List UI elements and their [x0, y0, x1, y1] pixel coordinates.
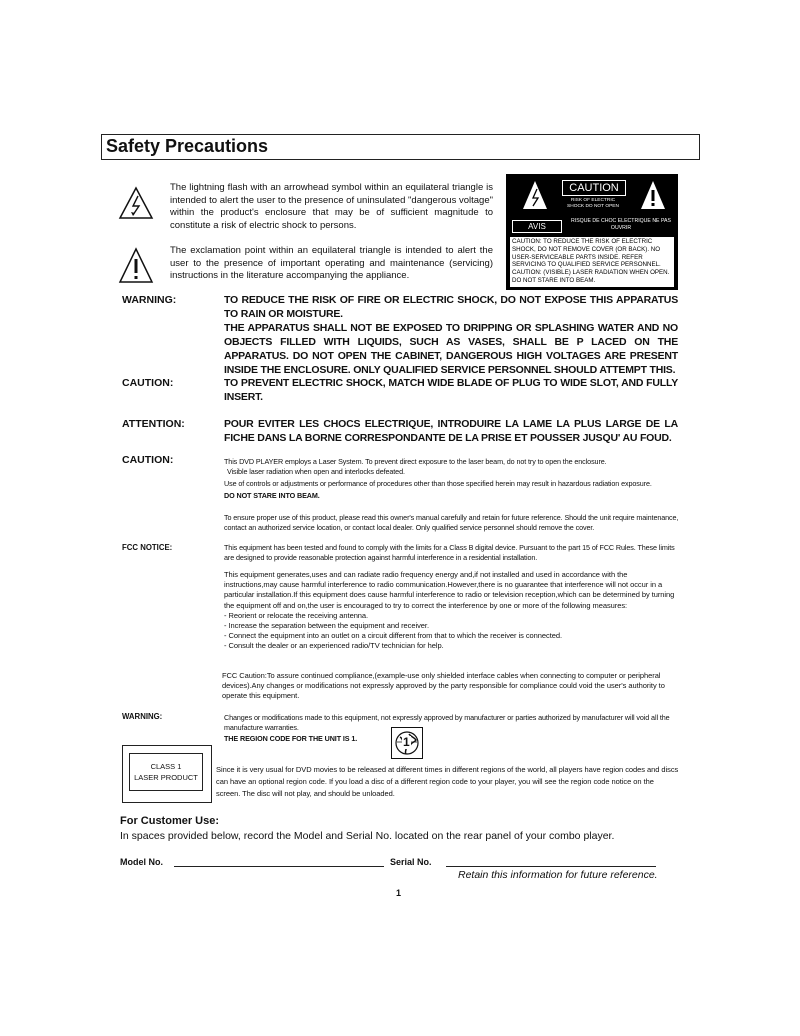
class-1-line-2: LASER PRODUCT	[134, 773, 198, 782]
warning-2-text: Changes or modifications made to this equipment, not expressly approved by manufacturer or parties authorized by manufacturer will void all the manufacture warranties.	[224, 713, 670, 732]
caution-exclamation-icon	[640, 180, 666, 210]
laser-caution	[224, 457, 684, 501]
caution-label-1: CAUTION:	[122, 377, 174, 389]
caution-header: CAUTION	[562, 180, 626, 196]
fcc-measure: - Consult the dealer or an experienced radio/TV technician for help.	[224, 641, 444, 651]
region-explanation: Since it is very usual for DVD movies to be released at different times in different regions of the world, all players have region codes and discs can have an optional region code. If you load a disc of a different region code to your player, you will see the region code notice on the screen. The disc will not play, and should be unloaded.	[216, 765, 679, 798]
fcc-label: FCC NOTICE:	[122, 543, 173, 552]
laser-line-4: DO NOT STARE INTO BEAM.	[224, 491, 320, 500]
class-1-line-1: CLASS 1	[150, 762, 182, 771]
page-title: Safety Precautions	[106, 136, 269, 156]
model-no-label: Model No.	[120, 857, 163, 867]
customer-use-text: In spaces provided below, record the Model and Serial No. located on the rear panel of your combo player.	[120, 830, 615, 842]
fcc-measure: - Increase the separation between the equipment and receiver.	[224, 621, 429, 631]
region-globe-icon	[391, 727, 423, 759]
warning-text-2: THE APPARATUS SHALL NOT BE EXPOSED TO DRIPPING OR SPLASHING WATER AND NO OBJECTS FILLED WITH LIQUIDS, SUCH AS VASES, SHALL BE P LACED ON THE APPARATUS. DO NOT OPEN THE CABINET, DANGEROUS HIGH VOLTAGES ARE PRESENT INSIDE THE ENCLOSURE. ONLY QUALIFIED SERVICE PERSONNEL SHOULD ATTEMPT THIS.	[224, 322, 678, 376]
exclamation-description: The exclamation point within an equilateral triangle is intended to alert the user to the presence of important operating and maintenance (servicing) instructions in the literature accompanying the appliance.	[170, 245, 493, 281]
proper-use-text: To ensure proper use of this product, please read this owner's manual carefully and retain for future reference. Should the unit require maintenance, contact an authorized service location, or contact local dealer. Only qualified service personnel should remove the cover.	[224, 513, 679, 532]
caution-label	[506, 174, 678, 290]
caution-sub: RISK OF ELECTRIC SHOCK DO NOT OPEN	[567, 198, 619, 209]
laser-line-3: Use of controls or adjustments or performance of procedures other than those specified herein may result in hazardous radiation exposure.	[224, 479, 652, 488]
fcc-paragraph-1: This equipment has been tested and found to comply with the limits for a Class B digital device. Pursuant to the part 15 of FCC Rules. These limits are designed to provide reasonable protection against harmful interference in a residential installation.	[224, 543, 675, 562]
laser-line-2: Visible laser radiation when open and interlocks defeated.	[227, 467, 405, 476]
class-1-label	[122, 745, 212, 803]
fcc-p2-text: This equipment generates,uses and can radiate radio frequency energy and,if not installed and used in accordance with the instructions,may cause harmful interference to radio communication.However,there is no guarantee that interference will not occur in a particular installation.If this equipment does cause harmful interference to radio or television reception,which can be determined by turning the equipment off and on,the user is encouraged to try to correct the interference by one or more of the following measures:	[224, 570, 675, 610]
serial-no-label: Serial No.	[390, 857, 432, 867]
caution-label-2: CAUTION:	[122, 454, 174, 466]
region-globe-number: 1	[403, 735, 410, 749]
fcc-measure: - Connect the equipment into an outlet on a circuit different from that to which the receiver is connected.	[224, 631, 563, 641]
warning-label-2: WARNING:	[122, 712, 163, 721]
serial-no-field[interactable]	[446, 866, 656, 867]
customer-use-heading: For Customer Use:	[120, 815, 220, 827]
fcc-caution-text: FCC Caution:To assure continued compliance,(example-use only shielded interface cables when connecting to computer or peripheral devices).Any changes or modifications not expressly approved by the party responsible for compliance could void the user's authority to operate this equipment.	[222, 671, 665, 701]
region-code-text: THE REGION CODE FOR THE UNIT IS 1.	[224, 734, 358, 743]
attention-label: ATTENTION:	[122, 418, 185, 430]
laser-line-1: This DVD PLAYER employs a Laser System. To prevent direct exposure to the laser beam, do not try to open the enclosure.	[224, 457, 607, 466]
page-title-box	[101, 134, 700, 160]
risque-text: RISQUE DE CHOC ELECTRIQUE NE PAS OUVRIR	[571, 218, 671, 231]
lightning-description: The lightning flash with an arrowhead symbol within an equilateral triangle is intended to alert the user to the presence of uninsulated "dangerous voltage" within the product's enclosure that may be of sufficient magnitude to constitute a risk of electric shock to persons.	[170, 182, 493, 231]
warning-label: WARNING:	[122, 294, 177, 306]
retain-note: Retain this information for future reference.	[458, 869, 658, 881]
caution-text-1: TO PREVENT ELECTRIC SHOCK, MATCH WIDE BLADE OF PLUG TO WIDE SLOT, AND FULLY INSERT.	[224, 377, 678, 403]
warning-text-1: TO REDUCE THE RISK OF FIRE OR ELECTRIC SHOCK, DO NOT EXPOSE THIS APPARATUS TO RAIN OR MOISTURE.	[224, 294, 678, 320]
fcc-measure: - Reorient or relocate the receiving antenna.	[224, 610, 369, 620]
avis-label: AVIS	[512, 220, 562, 233]
class-1-inner	[129, 753, 203, 791]
lightning-triangle-icon	[118, 186, 154, 220]
exclamation-triangle-icon	[118, 247, 154, 285]
attention-text: POUR EVITER LES CHOCS ELECTRIQUE, INTRODUIRE LA LAME LA PLUS LARGE DE LA FICHE DANS LA BORNE CORRESPONDANTE DE LA PRISE ET POUSSER JUSQU' AU FOUD.	[224, 418, 678, 444]
caution-lightning-icon	[522, 180, 548, 210]
page-number: 1	[396, 888, 402, 898]
fcc-paragraph-2	[224, 570, 682, 652]
caution-inner-text: CAUTION: TO REDUCE THE RISK OF ELECTRIC SHOCK, DO NOT REMOVE COVER (OR BACK). NO USER-SERVICEABLE PARTS INSIDE. REFER SERVICING TO QUALIFIED SERVICE PERSONNEL. CAUTION: (VISIBLE) LASER RADIATION WHEN OPEN. DO NOT STARE INTO BEAM.	[510, 237, 674, 287]
model-no-field[interactable]	[174, 866, 384, 867]
